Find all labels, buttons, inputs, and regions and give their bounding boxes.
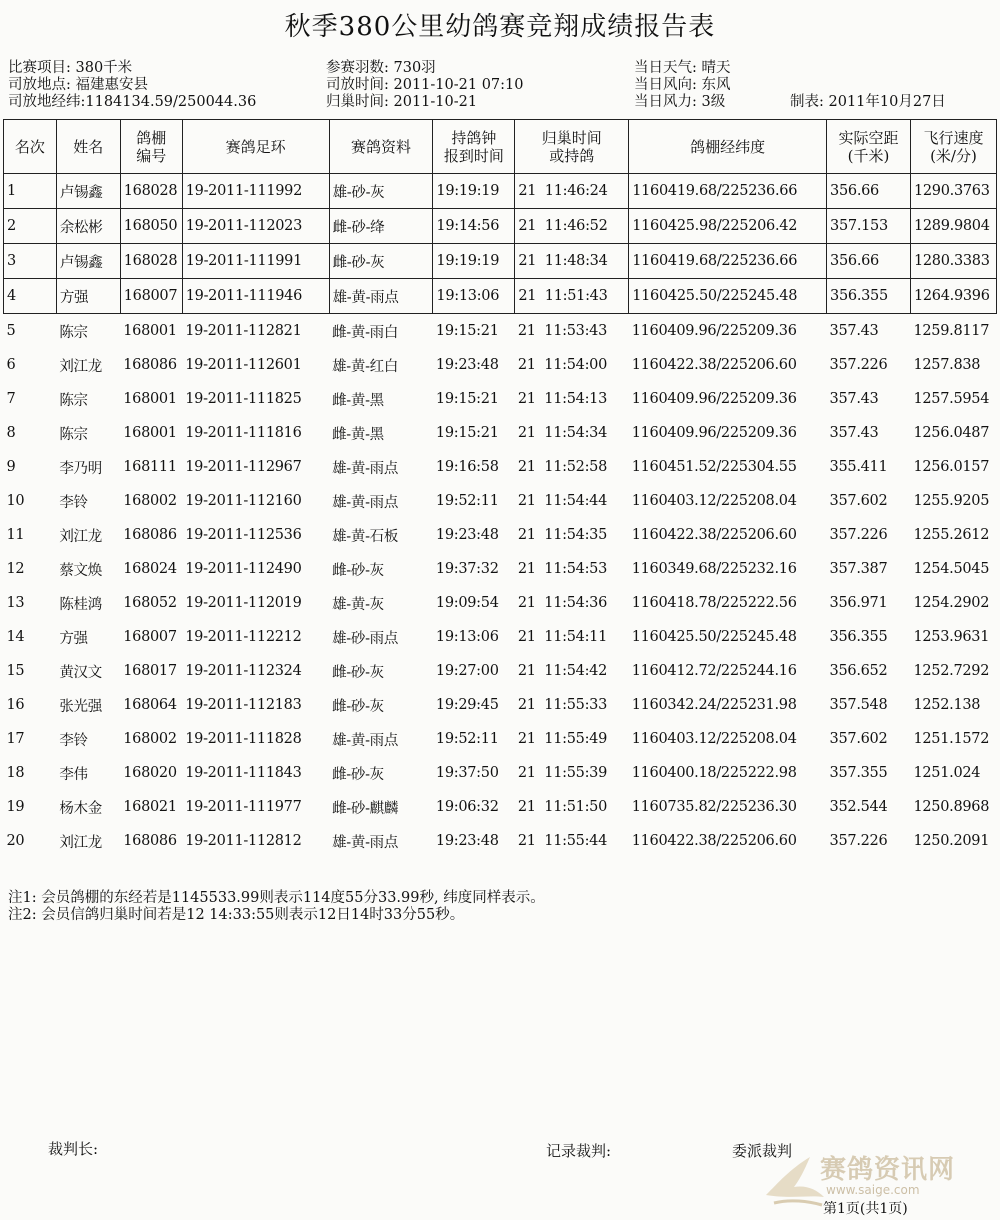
- table-row: [4, 756, 997, 790]
- table-cell: 3: [4, 244, 57, 279]
- table-cell: 陈宗: [59, 324, 88, 341]
- table-cell: 1160422.38/225206.60: [631, 527, 797, 543]
- header-cell: 持鸽钟 报到时间: [433, 120, 515, 174]
- table-cell: 8: [6, 425, 16, 441]
- table-cell: 19-2011-112023: [182, 209, 329, 244]
- table-cell: 雌-砂-灰: [332, 698, 384, 715]
- table-row: [4, 244, 997, 279]
- table-cell: 19-2011-111977: [185, 799, 302, 815]
- table-cell: 19:37:50: [435, 765, 499, 781]
- results-table: [3, 119, 997, 858]
- table-cell: 雌-砂-麒麟: [332, 800, 399, 817]
- table-cell: 19-2011-111946: [182, 279, 329, 314]
- table-cell: 刘江龙: [59, 834, 102, 851]
- table-cell: 19-2011-112601: [185, 357, 302, 373]
- header-cell: 实际空距 (千米): [827, 120, 911, 174]
- table-cell: 7: [6, 391, 16, 407]
- table-cell: 1160403.12/225208.04: [631, 731, 797, 747]
- page-number: 第1页(共1页): [823, 1201, 908, 1217]
- table-cell: 168086: [123, 833, 177, 849]
- table-cell: 168086: [123, 527, 177, 543]
- table-row: [4, 484, 997, 518]
- table-cell: 1160349.68/225232.16: [631, 561, 797, 577]
- table-cell: 1160400.18/225222.98: [631, 765, 797, 781]
- table-cell: 19-2011-111828: [185, 731, 302, 747]
- table-row: [4, 348, 997, 382]
- appointed-referee-label: 委派裁判: [732, 1142, 793, 1160]
- table-cell: 雄-黄-灰: [332, 596, 384, 613]
- table-cell: 19-2011-112967: [185, 459, 302, 475]
- table-cell: 雌-砂-绛: [329, 209, 433, 244]
- table-cell: 1255.9205: [913, 493, 990, 509]
- table-cell: 1290.3763: [910, 174, 996, 209]
- table-cell: 19-2011-112536: [185, 527, 302, 543]
- table-cell: 1160425.50/225245.48: [631, 629, 797, 645]
- table-cell: 1289.9804: [910, 209, 996, 244]
- table-cell: 19:27:00: [435, 663, 499, 679]
- watermark-url: www.saige.com: [826, 1183, 920, 1197]
- table-cell: 1160422.38/225206.60: [631, 357, 797, 373]
- table-cell: 1160425.98/225206.42: [629, 209, 827, 244]
- table-cell: 168024: [123, 561, 177, 577]
- table-cell: 19:52:11: [435, 493, 499, 509]
- table-cell: 19:15:21: [435, 391, 499, 407]
- info-entries: 参赛羽数: 730羽: [326, 60, 436, 76]
- table-cell: 1250.2091: [913, 833, 990, 849]
- table-cell: 1160735.82/225236.30: [631, 799, 797, 815]
- table-cell: 11: [6, 527, 25, 543]
- table-cell: 13: [6, 595, 25, 611]
- table-cell: 雄-黄-雨点: [332, 732, 399, 749]
- table-cell: 19-2011-111991: [182, 244, 329, 279]
- table-cell: 杨木金: [59, 800, 102, 817]
- table-cell: 雄-砂-雨点: [332, 630, 399, 647]
- table-cell: 李伟: [59, 766, 88, 783]
- table-cell: 雌-黄-黑: [332, 392, 384, 409]
- table-cell: 21 11:51:50: [517, 799, 608, 815]
- table-cell: 19-2011-111816: [185, 425, 302, 441]
- note-1: 注1: 会员鸽棚的东经若是1145533.99则表示114度55分33.99秒, 纬度同样表示。: [8, 890, 545, 906]
- info-release-location: 司放地点: 福建惠安县: [8, 77, 148, 93]
- table-row: [4, 722, 997, 756]
- table-cell: 357.355: [829, 765, 888, 781]
- table-cell: 168001: [123, 391, 177, 407]
- note-2: 注2: 会员信鸽归巢时间若是12 14:33:55则表示12日14时33分55秒。: [8, 907, 465, 923]
- table-cell: 卢锡鑫: [56, 174, 120, 209]
- header-cell: 姓名: [56, 120, 120, 174]
- table-cell: 1: [4, 174, 57, 209]
- table-cell: 李乃明: [59, 460, 102, 477]
- table-cell: 356.66: [827, 174, 911, 209]
- table-cell: 19-2011-111992: [182, 174, 329, 209]
- table-row: [4, 688, 997, 722]
- table-cell: 21 11:55:33: [517, 697, 608, 713]
- table-cell: 357.226: [829, 357, 888, 373]
- table-cell: 355.411: [829, 459, 888, 475]
- table-cell: 168020: [123, 765, 177, 781]
- table-cell: 雄-砂-灰: [329, 174, 433, 209]
- table-cell: 1160419.68/225236.66: [629, 244, 827, 279]
- table-cell: 张光强: [59, 698, 102, 715]
- info-weather: 当日天气: 晴天: [634, 60, 731, 76]
- table-cell: 卢锡鑫: [56, 244, 120, 279]
- table-cell: 黄汉文: [59, 664, 102, 681]
- table-cell: 21 11:48:34: [515, 244, 629, 279]
- table-cell: 1252.138: [913, 697, 981, 713]
- table-cell: 19:06:32: [435, 799, 499, 815]
- table-cell: 雌-砂-灰: [332, 766, 384, 783]
- table-cell: 21 11:51:43: [515, 279, 629, 314]
- table-cell: 6: [6, 357, 16, 373]
- table-cell: 21 11:54:35: [517, 527, 608, 543]
- table-cell: 1250.8968: [913, 799, 990, 815]
- table-cell: 1251.1572: [913, 731, 990, 747]
- table-cell: 21 11:54:42: [517, 663, 608, 679]
- table-cell: 19-2011-112821: [185, 323, 302, 339]
- table-cell: 21 11:54:00: [517, 357, 608, 373]
- header-cell: 鸽棚经纬度: [629, 120, 827, 174]
- table-cell: 19:09:54: [435, 595, 499, 611]
- table-cell: 19:52:11: [435, 731, 499, 747]
- table-row: [4, 174, 997, 209]
- table-cell: 雄-黄-石板: [332, 528, 399, 545]
- table-cell: 168001: [123, 425, 177, 441]
- table-body: [4, 174, 997, 859]
- table-cell: 雌-砂-灰: [332, 664, 384, 681]
- table-cell: 陈桂鸿: [59, 596, 102, 613]
- table-cell: 方强: [56, 279, 120, 314]
- table-cell: 168001: [123, 323, 177, 339]
- table-cell: 357.602: [829, 493, 888, 509]
- table-cell: 刘江龙: [59, 528, 102, 545]
- table-cell: 168017: [123, 663, 177, 679]
- table-cell: 168086: [123, 357, 177, 373]
- table-cell: 2: [4, 209, 57, 244]
- table-row: [4, 518, 997, 552]
- table-cell: 1160409.96/225209.36: [631, 323, 797, 339]
- header-cell: 鸽棚 编号: [120, 120, 182, 174]
- table-cell: 20: [6, 833, 25, 849]
- table-cell: 21 11:52:58: [517, 459, 608, 475]
- header-cell: 赛鸽资料: [329, 120, 433, 174]
- table-cell: 19:16:58: [435, 459, 499, 475]
- table-cell: 357.602: [829, 731, 888, 747]
- table-cell: 19-2011-112812: [185, 833, 302, 849]
- table-cell: 1254.2902: [913, 595, 990, 611]
- table-cell: 4: [4, 279, 57, 314]
- table-cell: 19-2011-112019: [185, 595, 302, 611]
- table-cell: 357.43: [829, 323, 879, 339]
- table-cell: 李铃: [59, 732, 88, 749]
- table-cell: 14: [6, 629, 25, 645]
- info-release-time: 司放时间: 2011-10-21 07:10: [326, 77, 524, 93]
- table-cell: 21 11:54:11: [517, 629, 608, 645]
- table-cell: 李铃: [59, 494, 88, 511]
- table-cell: 1160409.96/225209.36: [631, 425, 797, 441]
- table-cell: 16: [6, 697, 25, 713]
- table-cell: 357.387: [829, 561, 888, 577]
- table-cell: 356.355: [829, 629, 888, 645]
- table-cell: 19-2011-112324: [185, 663, 302, 679]
- table-cell: 1252.7292: [913, 663, 990, 679]
- table-cell: 21 11:53:43: [517, 323, 608, 339]
- table-cell: 21 11:54:34: [517, 425, 608, 441]
- table-cell: 19-2011-112212: [185, 629, 302, 645]
- table-cell: 357.226: [829, 833, 888, 849]
- info-release-coords: 司放地经纬:1184134.59/250044.36: [8, 94, 257, 110]
- table-cell: 1264.9396: [910, 279, 996, 314]
- table-cell: 356.971: [829, 595, 888, 611]
- table-cell: 168028: [120, 174, 182, 209]
- info-wind-direction: 当日风向: 东风: [634, 77, 731, 93]
- table-row: [4, 279, 997, 314]
- table-cell: 19:29:45: [435, 697, 499, 713]
- table-cell: 雌-砂-灰: [332, 562, 384, 579]
- table-cell: 357.43: [829, 425, 879, 441]
- table-cell: 15: [6, 663, 25, 679]
- header-cell: 飞行速度 (米/分): [910, 120, 996, 174]
- table-cell: 余松彬: [56, 209, 120, 244]
- table-cell: 168050: [120, 209, 182, 244]
- table-cell: 方强: [59, 630, 88, 647]
- table-cell: 9: [6, 459, 16, 475]
- table-row: [4, 552, 997, 586]
- table-cell: 雄-黄-雨点: [329, 279, 433, 314]
- table-cell: 雄-黄-雨点: [332, 834, 399, 851]
- table-cell: 12: [6, 561, 25, 577]
- table-cell: 蔡文焕: [59, 562, 102, 579]
- table-cell: 21 11:54:36: [517, 595, 608, 611]
- table-cell: 陈宗: [59, 392, 88, 409]
- table-cell: 168007: [120, 279, 182, 314]
- table-cell: 21 11:46:52: [515, 209, 629, 244]
- table-cell: 21 11:46:24: [515, 174, 629, 209]
- table-cell: 1257.838: [913, 357, 981, 373]
- table-cell: 1160418.78/225222.56: [631, 595, 797, 611]
- table-cell: 17: [6, 731, 25, 747]
- table-cell: 1160419.68/225236.66: [629, 174, 827, 209]
- table-cell: 168028: [120, 244, 182, 279]
- table-cell: 1160342.24/225231.98: [631, 697, 797, 713]
- table-cell: 352.544: [829, 799, 888, 815]
- chief-referee-label: 裁判长:: [48, 1140, 99, 1158]
- table-cell: 1256.0157: [913, 459, 990, 475]
- table-cell: 1257.5954: [913, 391, 990, 407]
- table-cell: 1160425.50/225245.48: [629, 279, 827, 314]
- notes: [8, 890, 545, 924]
- table-cell: 19:37:32: [435, 561, 499, 577]
- header-cell: 归巢时间 或持鸽: [515, 120, 629, 174]
- table-cell: 19-2011-112160: [185, 493, 302, 509]
- table-cell: 1160409.96/225209.36: [631, 391, 797, 407]
- table-cell: 19:19:19: [433, 244, 515, 279]
- table-row: [4, 654, 997, 688]
- table-cell: 雌-砂-灰: [329, 244, 433, 279]
- table-row: [4, 790, 997, 824]
- table-cell: 1160422.38/225206.60: [631, 833, 797, 849]
- table-cell: 1160451.52/225304.55: [631, 459, 797, 475]
- table-cell: 168002: [123, 493, 177, 509]
- table-row: [4, 450, 997, 484]
- table-cell: 168021: [123, 799, 177, 815]
- info-wind-force: 当日风力: 3级: [634, 94, 726, 110]
- table-cell: 21 11:55:39: [517, 765, 608, 781]
- table-cell: 雌-黄-雨白: [332, 324, 399, 341]
- table-cell: 19:13:06: [435, 629, 499, 645]
- info-prepared-date: 制表: 2011年10月27日: [790, 94, 946, 110]
- table-cell: 1280.3383: [910, 244, 996, 279]
- table-cell: 21 11:55:44: [517, 833, 608, 849]
- table-row: [4, 416, 997, 450]
- table-row: [4, 382, 997, 416]
- table-cell: 19-2011-112183: [185, 697, 302, 713]
- table-cell: 1256.0487: [913, 425, 990, 441]
- table-row: [4, 586, 997, 620]
- table-row: [4, 620, 997, 654]
- table-cell: 168002: [123, 731, 177, 747]
- header-cell: 赛鸽足环: [182, 120, 329, 174]
- table-cell: 357.43: [829, 391, 879, 407]
- table-cell: 1255.2612: [913, 527, 990, 543]
- table-cell: 21 11:54:44: [517, 493, 608, 509]
- table-cell: 357.153: [827, 209, 911, 244]
- table-cell: 168064: [123, 697, 177, 713]
- table-cell: 19:15:21: [435, 323, 499, 339]
- table-cell: 19-2011-112490: [185, 561, 302, 577]
- table-cell: 雄-黄-红白: [332, 358, 399, 375]
- table-cell: 10: [6, 493, 25, 509]
- table-cell: 1254.5045: [913, 561, 990, 577]
- table-cell: 19-2011-111843: [185, 765, 302, 781]
- table-cell: 19-2011-111825: [185, 391, 302, 407]
- table-cell: 1160412.72/225244.16: [631, 663, 797, 679]
- table-cell: 356.66: [827, 244, 911, 279]
- table-cell: 168007: [123, 629, 177, 645]
- table-cell: 356.652: [829, 663, 888, 679]
- table-cell: 168111: [123, 459, 177, 475]
- header-cell: 名次: [4, 120, 57, 174]
- table-cell: 5: [6, 323, 16, 339]
- table-cell: 357.226: [829, 527, 888, 543]
- record-referee-label: 记录裁判:: [546, 1142, 612, 1160]
- table-cell: 19:13:06: [433, 279, 515, 314]
- table-cell: 刘江龙: [59, 358, 102, 375]
- info-event: 比赛项目: 380千米: [8, 60, 133, 76]
- table-cell: 1251.024: [913, 765, 981, 781]
- table-cell: 19:23:48: [435, 527, 499, 543]
- table-row: [4, 209, 997, 244]
- table-row: [4, 314, 997, 349]
- table-cell: 19: [6, 799, 25, 815]
- table-cell: 21 11:54:13: [517, 391, 608, 407]
- table-cell: 雄-黄-雨点: [332, 460, 399, 477]
- table-header-row: [4, 120, 997, 174]
- table-cell: 雄-黄-雨点: [332, 494, 399, 511]
- table-cell: 168052: [123, 595, 177, 611]
- page-title: 秋季380公里幼鸽赛竞翔成绩报告表: [284, 12, 716, 42]
- table-cell: 18: [6, 765, 25, 781]
- table-cell: 356.355: [827, 279, 911, 314]
- table-cell: 19:23:48: [435, 833, 499, 849]
- watermark-text: 赛鸽资讯网: [820, 1155, 956, 1185]
- table-cell: 357.548: [829, 697, 888, 713]
- table-cell: 19:23:48: [435, 357, 499, 373]
- table-cell: 21 11:54:53: [517, 561, 608, 577]
- table-cell: 19:15:21: [435, 425, 499, 441]
- table-cell: 陈宗: [59, 426, 88, 443]
- table-cell: 21 11:55:49: [517, 731, 608, 747]
- table-cell: 19:14:56: [433, 209, 515, 244]
- table-row: [4, 824, 997, 858]
- table-cell: 1160403.12/225208.04: [631, 493, 797, 509]
- table-cell: 19:19:19: [433, 174, 515, 209]
- table-cell: 雌-黄-黑: [332, 426, 384, 443]
- table-cell: 1253.9631: [913, 629, 990, 645]
- info-return-time: 归巢时间: 2011-10-21: [326, 94, 478, 110]
- table-cell: 1259.8117: [913, 323, 990, 339]
